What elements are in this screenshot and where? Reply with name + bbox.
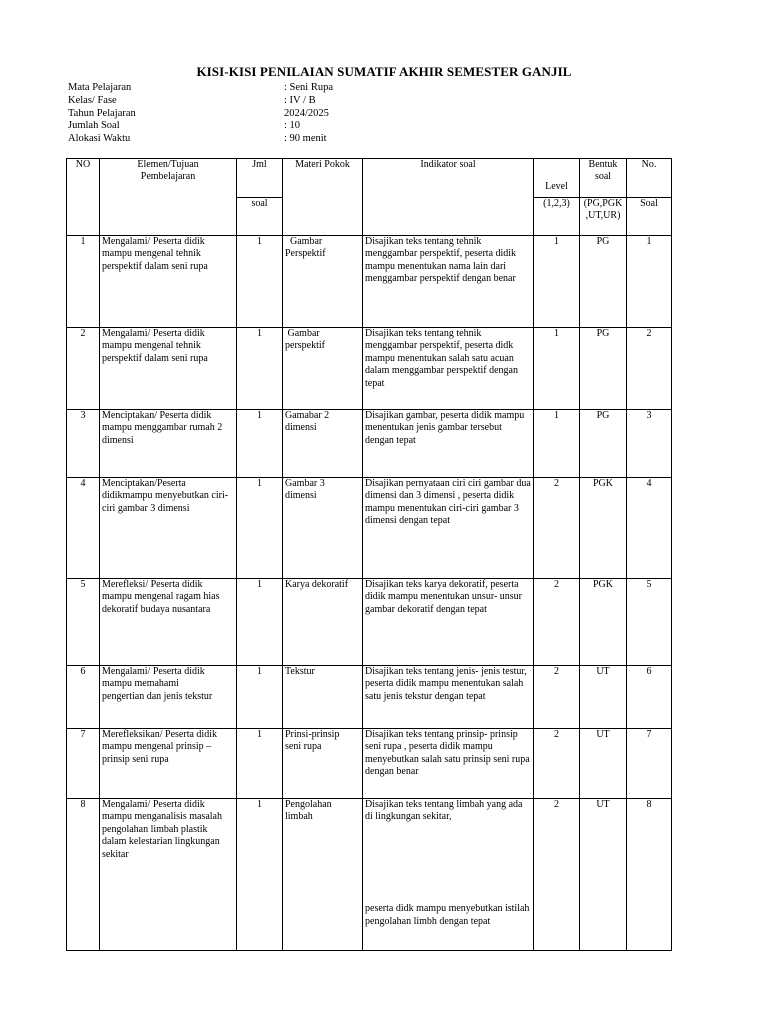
cell-indikator: Disajikan teks tentang tehnik menggambar perspektif, peserta didik mampu menentukan nama lain dari menggambar perspektif dengan benar: [363, 236, 534, 328]
info-label: Tahun Pelajaran: [68, 107, 136, 119]
header-elemen: Elemen/Tujuan Pembelajaran: [100, 159, 237, 236]
cell-materi: Prinsi-prinsip seni rupa: [283, 729, 363, 799]
cell-elemen: Mengalami/ Peserta didik mampu menganalisis masalah pengolahan limbah plastik dalam kelestarian lingkungan sekitar: [100, 799, 237, 951]
table-row: [67, 236, 672, 328]
cell-jml: 1: [237, 729, 283, 799]
info-value: 2024/2025: [284, 107, 329, 119]
cell-no: 2: [67, 328, 100, 410]
cell-indikator: Disajikan teks tentang tehnik menggambar perspektif, peserta didk mampu menentukan salah satu acuan dalam menggambar perspektif dengan tepat: [363, 328, 534, 410]
cell-no: 4: [67, 478, 100, 579]
header-jml-soal: soal: [237, 198, 283, 236]
cell-indikator: [363, 799, 534, 951]
cell-elemen: Menciptakan/ Peserta didik mampu menggambar rumah 2 dimensi: [100, 410, 237, 478]
indikator-text-continued: peserta didk mampu menyebutkan istilah pengolahan limbh dengan tepat: [365, 903, 530, 927]
cell-indikator: Disajikan gambar, peserta didik mampu menentukan jenis gambar tersebut dengan tepat: [363, 410, 534, 478]
cell-level: 2: [534, 478, 580, 579]
cell-level: 2: [534, 579, 580, 666]
cell-nosoal: 5: [627, 579, 672, 666]
cell-nosoal: 4: [627, 478, 672, 579]
cell-indikator: Disajikan teks karya dekoratif, peserta didik mampu menentukan unsur- unsur gambar dekoratif dengan tepat: [363, 579, 534, 666]
cell-bentuk: UT: [580, 799, 627, 951]
cell-no: 7: [67, 729, 100, 799]
info-value: : 90 menit: [284, 133, 327, 145]
cell-level: 2: [534, 799, 580, 951]
cell-elemen: Mengalami/ Peserta didik mampu mengenal tehnik perspektif dalam seni rupa: [100, 328, 237, 410]
cell-materi: Gambar 3 dimensi: [283, 478, 363, 579]
cell-materi: Karya dekoratif: [283, 579, 363, 666]
cell-bentuk: PG: [580, 410, 627, 478]
cell-level: 2: [534, 729, 580, 799]
cell-jml: 1: [237, 236, 283, 328]
cell-materi: Tekstur: [283, 666, 363, 729]
cell-jml: 1: [237, 410, 283, 478]
cell-nosoal: 2: [627, 328, 672, 410]
cell-elemen: Mengalami/ Peserta didik mampu mengenal tehnik perspektif dalam seni rupa: [100, 236, 237, 328]
cell-nosoal: 8: [627, 799, 672, 951]
table-row: [67, 579, 672, 666]
table-row: [67, 666, 672, 729]
header-level-range: (1,2,3): [534, 198, 580, 236]
info-value: : IV / B: [284, 94, 316, 106]
header-jml: Jml: [237, 159, 283, 198]
cell-nosoal: 7: [627, 729, 672, 799]
cell-no: 6: [67, 666, 100, 729]
cell-jml: 1: [237, 799, 283, 951]
cell-elemen: Merefleksi/ Peserta didik mampu mengenal ragam hias dekoratif budaya nusantara: [100, 579, 237, 666]
cell-level: 1: [534, 328, 580, 410]
cell-bentuk: PG: [580, 328, 627, 410]
cell-bentuk: PGK: [580, 478, 627, 579]
cell-elemen: Menciptakan/Peserta didikmampu menyebutkan ciri-ciri gambar 3 dimensi: [100, 478, 237, 579]
header-bentuk-types: (PG,PGK ,UT,UR): [580, 198, 627, 236]
cell-elemen: Merefleksikan/ Peserta didik mampu mengenal prinsip – prinsip seni rupa: [100, 729, 237, 799]
cell-level: 1: [534, 236, 580, 328]
info-value: : 10: [284, 120, 301, 132]
cell-indikator: Disajikan teks tentang prinsip- prinsip seni rupa , peserta didik mampu menyebutkan salah satu prinsip seni rupa dengan benar: [363, 729, 534, 799]
cell-no: 5: [67, 579, 100, 666]
info-label: Mata Pelajaran: [68, 82, 132, 93]
cell-bentuk: UT: [580, 729, 627, 799]
table-row: [67, 410, 672, 478]
header-materi: Materi Pokok: [283, 159, 363, 236]
cell-nosoal: 6: [627, 666, 672, 729]
cell-bentuk: PG: [580, 236, 627, 328]
cell-level: 1: [534, 410, 580, 478]
cell-jml: 1: [237, 328, 283, 410]
info-label: Jumlah Soal: [68, 120, 120, 132]
cell-materi: Gambar Perspektif: [283, 236, 363, 328]
table-row: [67, 799, 672, 951]
cell-jml: 1: [237, 478, 283, 579]
cell-nosoal: 3: [627, 410, 672, 478]
cell-bentuk: UT: [580, 666, 627, 729]
header-level: Level: [534, 159, 580, 198]
header-no: NO: [67, 159, 100, 236]
cell-indikator: Disajikan pernyataan ciri ciri gambar dua dimensi dan 3 dimensi , peserta didik mampu menentukan ciri-ciri gambar 3 dimensi dengan tepat: [363, 478, 534, 579]
cell-bentuk: PGK: [580, 579, 627, 666]
table-header-row: [67, 159, 672, 198]
table-row: [67, 478, 672, 579]
header-indikator: Indikator soal: [363, 159, 534, 236]
cell-elemen: Mengalami/ Peserta didik mampu memahami pengertian dan jenis tekstur: [100, 666, 237, 729]
cell-jml: 1: [237, 579, 283, 666]
cell-materi: Gamabar 2 dimensi: [283, 410, 363, 478]
table-row: [67, 328, 672, 410]
header-bentuk: Bentuk soal: [580, 159, 627, 198]
cell-no: 8: [67, 799, 100, 951]
info-value: : Seni Rupa: [284, 82, 333, 93]
cell-no: 3: [67, 410, 100, 478]
cell-level: 2: [534, 666, 580, 729]
cell-nosoal: 1: [627, 236, 672, 328]
cell-jml: 1: [237, 666, 283, 729]
document-title: KISI-KISI PENILAIAN SUMATIF AKHIR SEMESTER GANJIL: [196, 64, 572, 79]
info-label: Kelas/ Fase: [68, 94, 117, 106]
info-label: Alokasi Waktu: [68, 133, 131, 145]
cell-indikator: Disajikan teks tentang jenis- jenis testur, peserta didik mampu menentukan salah satu jenis tekstur dengan tepat: [363, 666, 534, 729]
cell-materi: Pengolahan limbah: [283, 799, 363, 951]
cell-materi: Gambar perspektif: [283, 328, 363, 410]
indikator-text: Disajikan teks tentang limbah yang ada di lingkungan sekitar,: [365, 799, 523, 823]
cell-no: 1: [67, 236, 100, 328]
table-row: [67, 729, 672, 799]
kisi-kisi-table: [66, 158, 672, 951]
header-nosoal-soal: Soal: [627, 198, 672, 236]
header-nosoal: No.: [627, 159, 672, 198]
